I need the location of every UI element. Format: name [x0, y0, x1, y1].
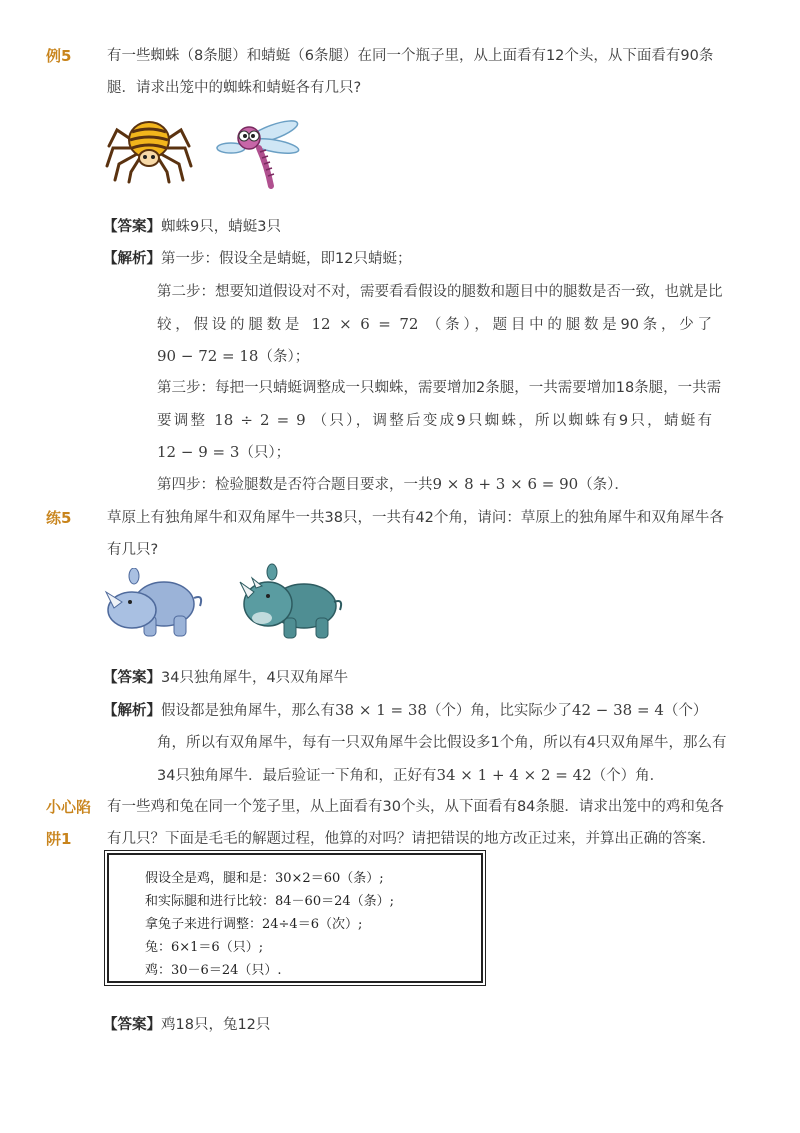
practice-e3-post: （个）角． [591, 768, 665, 784]
explanation-step-2a: 第二步：想要知道假设对不对，需要看看假设的腿数和题目中的腿数是否一致，也就是比 [157, 284, 723, 300]
question-line-1: 有一些蜘蛛（8条腿）和蜻蜓（6条腿）在同一个瓶子里，从上面看有12个头，从下面看有90条 [107, 48, 714, 64]
step-4-pre: 第四步：检验腿数是否符合题目要求，一共 [157, 477, 433, 493]
practice-e3-pre: 34只独角犀牛．最后验证一下角和，正好有 [157, 768, 437, 784]
trap-question-line-2: 有几只？下面是毛毛的解题过程，他算的对吗？请把错误的地方改正过来，并算出正确的答案． [107, 831, 716, 847]
practice-e1-post: （个） [663, 703, 708, 719]
example-tag: 例5 [46, 47, 72, 65]
solution-line-5: 鸡：30－6＝24（只）. [145, 963, 282, 978]
practice-e3-math: 34 × 1 + 4 × 2 = 42 [436, 766, 592, 784]
two-horned-rhino-illustration [238, 562, 344, 642]
trap-tag-line-2: 阱1 [46, 830, 72, 848]
trap-answer-line [103, 1015, 270, 1035]
step-2c-post: （条）； [258, 349, 310, 365]
step-3b-pre: 要调整 [157, 413, 208, 429]
explanation-step-2c [157, 346, 309, 367]
solution-line-2: 和实际腿和进行比较：84－60＝24（条）; [145, 894, 395, 909]
step-3b-math: 18 ÷ 2 = 9 [214, 411, 306, 429]
trap-tag-line-1: 小心陷 [46, 798, 92, 816]
explanation-step-2b [157, 314, 712, 335]
explanation-step-3a: 第三步：每把一只蜻蜓调整成一只蜘蛛，需要增加2条腿，一共需要增加18条腿，一共需 [157, 380, 722, 396]
practice-e1-math-2: 42 − 38 = 4 [571, 701, 664, 719]
step-2b-math: 12 × 6 = 72 [311, 315, 419, 333]
answer-label: 【答案】 [103, 219, 161, 235]
explanation-label: 【解析】 [103, 251, 161, 267]
practice-explanation-line-3 [157, 765, 664, 786]
explanation-step-3b [157, 410, 712, 431]
practice-question-line-2: 有几只? [107, 542, 159, 558]
practice-explanation-label: 【解析】 [103, 703, 161, 719]
practice-answer-text: 34只独角犀牛，4只双角犀牛 [161, 670, 349, 686]
answer-line [103, 217, 281, 237]
step-2b-post: （条），题目中的腿数是90条，少了 [426, 317, 712, 333]
practice-e1-pre: 假设都是独角犀牛，那么有 [161, 703, 335, 719]
practice-explanation-line-1 [103, 700, 707, 721]
practice-e1-math-1: 38 × 1 = 38 [335, 701, 427, 719]
dragonfly-illustration [215, 118, 301, 190]
practice-question-line-1: 草原上有独角犀牛和双角犀牛一共38只，一共有42个角，请问：草原上的独角犀牛和双角犀牛各 [107, 510, 724, 526]
step-2c-math: 90 − 72 = 18 [157, 347, 259, 365]
practice-explanation-line-2: 角，所以有双角犀牛，每有一只双角犀牛会比假设多1个角，所以有4只双角犀牛，那么有 [157, 735, 727, 751]
spider-illustration [105, 112, 193, 184]
explanation-step-3c [157, 442, 290, 463]
question-line-2: 腿．请求出笼中的蜘蛛和蜻蜓各有几只? [107, 80, 362, 96]
solution-line-3: 拿兔子来进行调整：24÷4＝6（次）; [145, 917, 363, 932]
step-2b-pre: 较，假设的腿数是 [157, 317, 304, 333]
solution-line-1: 假设全是鸡，腿和是：30×2＝60（条）; [145, 871, 384, 886]
step-3c-math: 12 − 9 = 3 [157, 443, 240, 461]
step-3c-post: （只）； [239, 445, 291, 461]
step-4-math: 9 × 8 + 3 × 6 = 90 [432, 475, 579, 493]
step-3b-post: （只），调整后变成9只蜘蛛，所以蜘蛛有9只，蜻蜓有 [312, 413, 713, 429]
practice-answer-label: 【答案】 [103, 670, 161, 686]
student-solution-box [107, 853, 483, 983]
trap-answer-text: 鸡18只，兔12只 [161, 1017, 271, 1033]
practice-e1-mid: （个）角，比实际少了 [426, 703, 572, 719]
trap-answer-label: 【答案】 [103, 1017, 161, 1033]
answer-text: 蜘蛛9只，蜻蜓3只 [161, 219, 281, 235]
one-horned-rhino-illustration [104, 568, 206, 640]
practice-answer-line [103, 668, 348, 688]
solution-line-4: 兔：6×1＝6（只）; [145, 940, 264, 955]
step-1-text: 第一步：假设全是蜻蜓，即12只蜻蜓； [161, 251, 412, 267]
practice-tag: 练5 [46, 509, 72, 527]
explanation-step-1 [103, 249, 411, 269]
explanation-step-4 [157, 474, 629, 495]
trap-question-line-1: 有一些鸡和兔在同一个笼子里，从上面看有30个头，从下面看有84条腿．请求出笼中的鸡和兔各 [107, 799, 724, 815]
step-4-post: （条）． [578, 477, 629, 493]
